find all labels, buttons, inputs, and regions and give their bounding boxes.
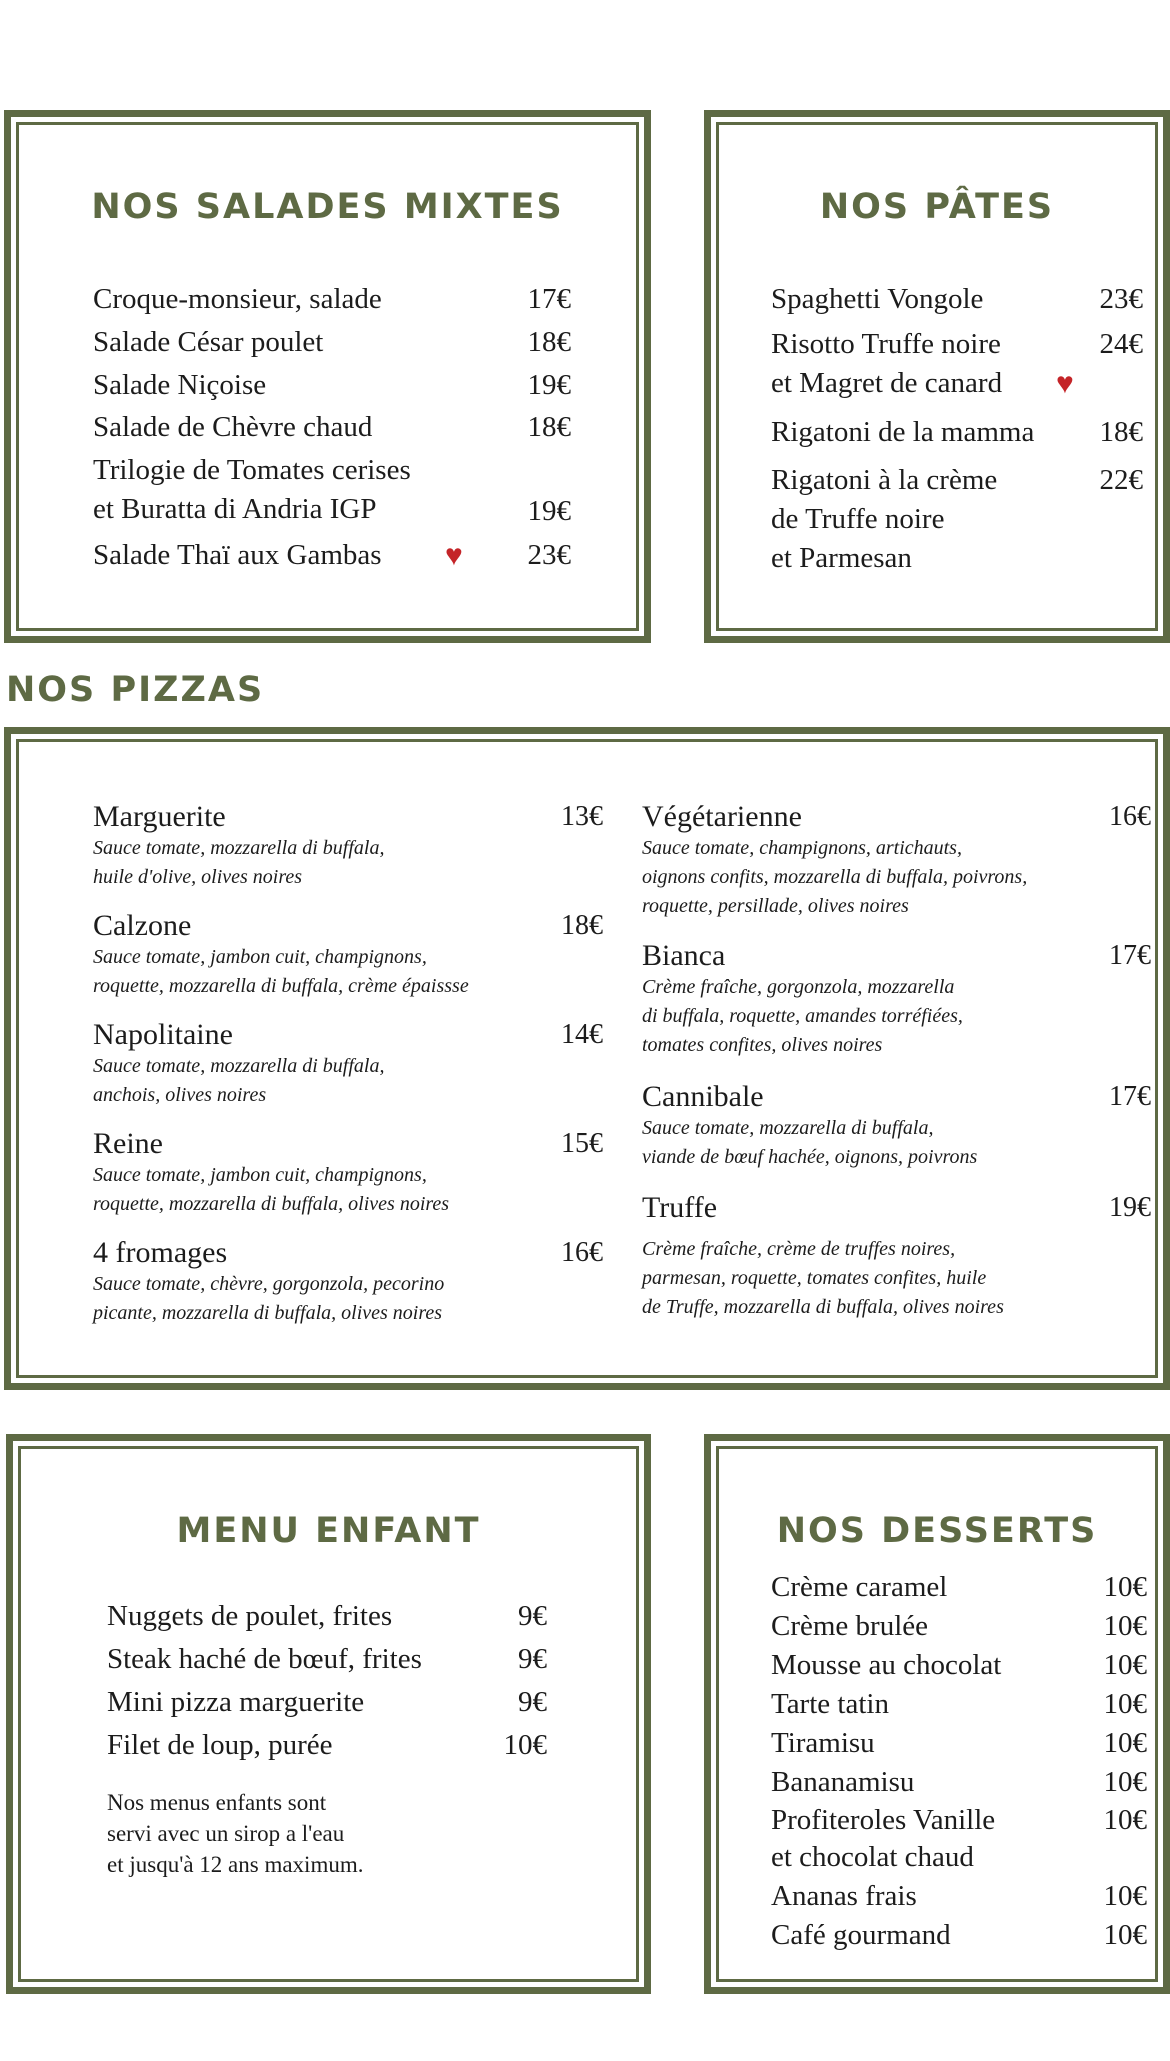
item-name: Tiramisu [771, 1727, 875, 1759]
item-price: 10€ [1103, 1727, 1147, 1759]
item-name: Ananas frais [771, 1880, 917, 1912]
pizza-price: 13€ [561, 801, 603, 832]
item-price: 23€ [1099, 283, 1143, 315]
pizzas-title: NOS PIZZAS [6, 670, 265, 710]
salades-title: NOS SALADES MIXTES [91, 187, 564, 227]
desserts-panel [704, 1434, 1170, 1994]
item-name: Bananamisu [771, 1766, 915, 1798]
item-price: 22€ [1099, 464, 1143, 496]
pizza-description: Sauce tomate, mozzarella di buffala, huile d'olive, olives noires [93, 837, 385, 888]
heart-icon: ♥ [1056, 367, 1074, 400]
pizza-description: Sauce tomate, chèvre, gorgonzola, pecorino picante, mozzarella di buffala, olives noires [93, 1273, 445, 1324]
menu-item [771, 1607, 1147, 1646]
pizza-item [93, 800, 603, 892]
menu-item [771, 1685, 1147, 1724]
item-price: 19€ [527, 495, 571, 527]
pizza-description: Sauce tomate, mozzarella di buffala, anchois, olives noires [93, 1055, 385, 1106]
menu-item [93, 366, 571, 405]
item-name: Tarte tatin [771, 1688, 889, 1720]
item-name: Steak haché de bœuf, frites [107, 1643, 422, 1675]
pizza-price: 16€ [561, 1237, 603, 1268]
item-price: 10€ [1103, 1571, 1147, 1603]
item-price: 17€ [527, 283, 571, 315]
item-price: 10€ [1103, 1919, 1147, 1951]
item-name: Croque-monsieur, salade [93, 283, 382, 315]
menu-item [771, 1568, 1147, 1607]
item-name: Café gourmand [771, 1919, 951, 1951]
item-price: 10€ [1103, 1688, 1147, 1720]
item-price: 18€ [527, 326, 571, 358]
menu-item [93, 323, 571, 362]
item-name: Rigatoni de la mamma [771, 416, 1035, 448]
pizza-price: 18€ [561, 910, 603, 941]
menu-item [771, 1877, 1147, 1916]
item-name: Filet de loup, purée [107, 1729, 333, 1761]
item-name: Salade César poulet [93, 326, 324, 358]
pizza-description: Sauce tomate, jambon cuit, champignons, roquette, mozzarella di buffala, olives noires [93, 1164, 450, 1215]
item-price: 10€ [1103, 1880, 1147, 1912]
item-price: 9€ [518, 1686, 547, 1718]
item-price: 9€ [518, 1600, 547, 1632]
pizza-price: 17€ [1109, 940, 1151, 971]
item-name: Crème brulée [771, 1610, 929, 1642]
item-name: Risotto Truffe noire et Magret de canard [771, 328, 1003, 399]
pates-title: NOS PÂTES [819, 187, 1055, 227]
pizza-description: Crème fraîche, crème de truffes noires, parmesan, roquette, tomates confites, huile de Truffe, mozzarella di buffala, olives noires [642, 1238, 1004, 1318]
pizza-name: Calzone [93, 909, 192, 942]
menu-item [771, 413, 1143, 452]
pates-panel [704, 110, 1170, 643]
menu-item [771, 1763, 1147, 1802]
menu-item [771, 461, 1143, 578]
pizza-item [642, 800, 1151, 921]
menu-item [771, 1724, 1147, 1763]
pizza-description: Sauce tomate, jambon cuit, champignons, roquette, mozzarella di buffala, crème épaissse [93, 946, 469, 997]
item-price: 19€ [527, 369, 571, 401]
item-price: 10€ [1103, 1804, 1147, 1836]
item-name: Crème caramel [771, 1571, 948, 1603]
enfant-title: MENU ENFANT [176, 1511, 481, 1551]
pizza-price: 14€ [561, 1019, 603, 1050]
menu-item [93, 451, 571, 529]
menu-item [93, 280, 571, 319]
heart-icon: ♥ [445, 539, 463, 572]
menu-item [771, 280, 1143, 319]
menu-item [107, 1683, 547, 1722]
item-price: 10€ [1103, 1649, 1147, 1681]
pizza-price: 17€ [1109, 1081, 1151, 1112]
pizza-name: Reine [93, 1127, 163, 1160]
pizza-name: Cannibale [642, 1080, 764, 1113]
item-name: Salade de Chèvre chaud [93, 411, 373, 443]
pizza-item [93, 909, 603, 1001]
item-name: Salade Thaï aux Gambas [93, 539, 382, 571]
item-price: 10€ [503, 1729, 547, 1761]
pizza-name: Bianca [642, 939, 726, 972]
item-name: Spaghetti Vongole [771, 283, 984, 315]
pizza-description: Crème fraîche, gorgonzola, mozzarella di buffala, roquette, amandes torréfiées, tomates confites, olives noires [642, 976, 963, 1056]
menu-item [107, 1726, 547, 1765]
item-name: Rigatoni à la crème de Truffe noire et Parmesan [771, 464, 998, 574]
menu-item [771, 1916, 1147, 1955]
pizza-description: Sauce tomate, mozzarella di buffala, viande de bœuf hachée, oignons, poivrons [642, 1117, 978, 1168]
pizza-name: Marguerite [93, 800, 226, 833]
enfant-panel [6, 1434, 651, 1994]
item-price: 10€ [1103, 1610, 1147, 1642]
item-price: 24€ [1099, 328, 1143, 360]
pizza-item [93, 1236, 603, 1328]
menu-item [771, 325, 1143, 403]
item-price: 10€ [1103, 1766, 1147, 1798]
item-name: Nuggets de poulet, frites [107, 1600, 393, 1632]
pizza-item [642, 1080, 1151, 1172]
pizza-name: 4 fromages [93, 1236, 228, 1269]
pizza-item [93, 1127, 603, 1219]
pizza-price: 16€ [1109, 801, 1151, 832]
pizza-name: Végétarienne [642, 800, 802, 833]
pizza-name: Napolitaine [93, 1018, 233, 1051]
item-price: 9€ [518, 1643, 547, 1675]
menu-item [93, 408, 571, 447]
menu-item [93, 536, 571, 575]
enfant-note: Nos menus enfants sont servi avec un sirop a l'eau et jusqu'à 12 ans maximum. [107, 1790, 364, 1877]
item-name: Mini pizza marguerite [107, 1686, 365, 1718]
item-name: Mousse au chocolat [771, 1649, 1002, 1681]
salades-panel [4, 110, 651, 643]
pizza-description: Sauce tomate, champignons, artichauts, oignons confits, mozzarella di buffala, poivrons, roquette, persillade, olives noires [642, 837, 1028, 917]
item-name: Salade Niçoise [93, 369, 267, 401]
menu-item [107, 1640, 547, 1679]
item-price: 23€ [527, 539, 571, 571]
item-name: Profiteroles Vanille et chocolat chaud [771, 1804, 996, 1873]
menu-item [771, 1646, 1147, 1685]
menu-item [771, 1802, 1147, 1876]
menu-item [107, 1597, 547, 1636]
desserts-title: NOS DESSERTS [776, 1511, 1098, 1551]
pizza-price: 19€ [1109, 1192, 1151, 1223]
pizza-item [93, 1018, 603, 1110]
item-name: Trilogie de Tomates cerises et Buratta di Andria IGP [93, 454, 411, 525]
pizza-item [642, 1191, 1151, 1322]
item-price: 18€ [1099, 416, 1143, 448]
item-price: 18€ [527, 411, 571, 443]
pizza-name: Truffe [642, 1191, 718, 1224]
pizza-price: 15€ [561, 1128, 603, 1159]
pizza-item [642, 939, 1151, 1060]
pizzas-panel [4, 727, 1170, 1390]
